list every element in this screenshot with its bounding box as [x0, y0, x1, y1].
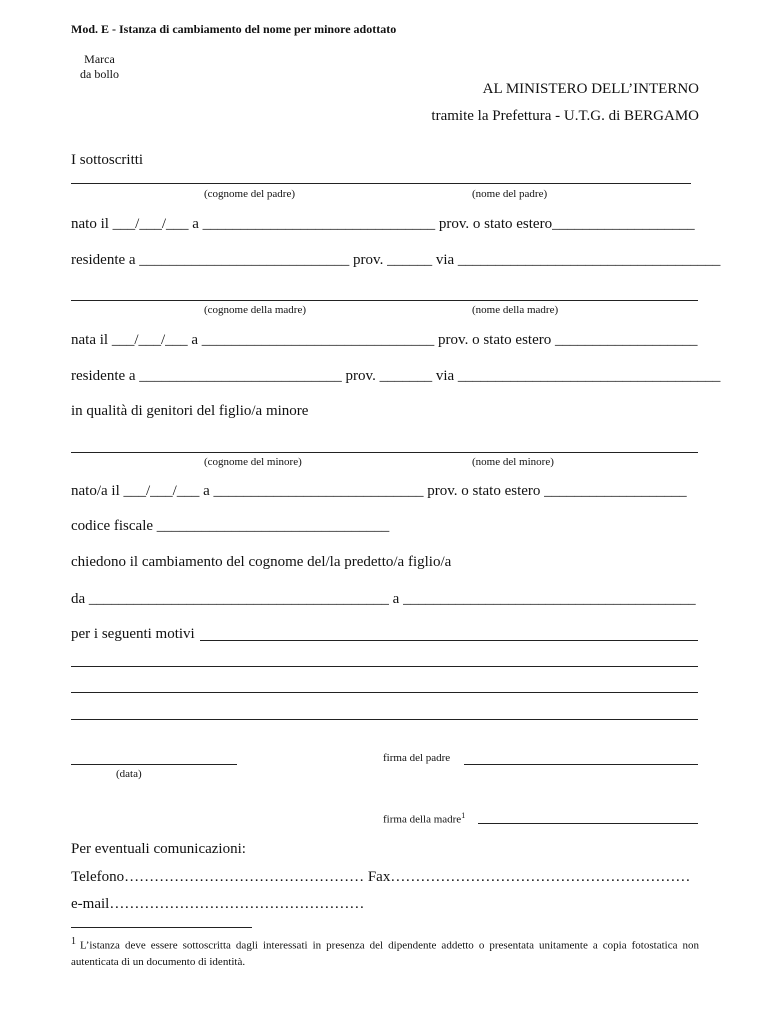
addressee-prefecture: tramite la Prefettura - U.T.G. di BERGAMO [431, 108, 699, 124]
footnote-text: L’istanza deve essere sottoscritta dagli interessati in presenza del dipendente addetto o presentata unitamente a copia fotostatica non autenticata di un documento di identità. [71, 939, 699, 968]
stamp-line-1: Marca [84, 52, 115, 66]
caption-minor-surname: (cognome del minore) [204, 456, 302, 468]
parents-capacity-text: in qualità di genitori del figlio/a minore [71, 403, 309, 419]
contacts-heading: Per eventuali comunicazioni: [71, 841, 246, 857]
reasons-line-1[interactable] [200, 640, 698, 641]
caption-father-name: (nome del padre) [472, 188, 548, 200]
caption-mother-name: (nome della madre) [472, 304, 559, 316]
father-birth-field[interactable]: nato il ___/___/___ a _______________________________ prov. o stato estero___________________ [71, 216, 695, 232]
father-signature-label: firma del padre [383, 752, 451, 764]
mother-signature-label: firma della madre [383, 813, 462, 826]
date-caption: (data) [116, 768, 142, 780]
reasons-label: per i seguenti motivi [71, 626, 195, 642]
reasons-line-4[interactable] [71, 719, 698, 720]
addressee-ministry: AL MINISTERO DELL’INTERNO [482, 81, 699, 97]
footnote-ref: 1 [461, 811, 466, 820]
reasons-line-2[interactable] [71, 666, 698, 667]
intro-text: I sottoscritti [71, 152, 144, 168]
caption-mother-surname: (cognome della madre) [204, 304, 307, 316]
date-line[interactable] [71, 764, 237, 765]
father-name-line[interactable] [71, 183, 691, 184]
caption-minor-name: (nome del minore) [472, 456, 554, 468]
footnote-number: 1 [71, 936, 76, 947]
email-field[interactable]: e-mail…………………………………………… [71, 896, 365, 912]
mother-signature-label-wrap [383, 811, 465, 826]
father-signature-line[interactable] [464, 764, 698, 765]
revenue-stamp-placeholder [80, 52, 119, 82]
surname-from-to-field[interactable]: da ________________________________________ a _______________________________________ [71, 591, 696, 607]
mother-birth-field[interactable]: nata il ___/___/___ a _______________________________ prov. o stato estero ___________________ [71, 332, 698, 348]
footnote [71, 934, 699, 970]
request-text: chiedono il cambiamento del cognome del/la predetto/a figlio/a [71, 554, 452, 570]
minor-name-line[interactable] [71, 452, 698, 453]
mother-residence-field[interactable]: residente a ___________________________ prov. _______ via ___________________________________ [71, 368, 721, 384]
tax-code-field[interactable]: codice fiscale _______________________________ [71, 518, 390, 534]
footnote-separator [71, 927, 252, 928]
mother-signature-line[interactable] [478, 823, 698, 824]
minor-birth-field[interactable]: nato/a il ___/___/___ a ____________________________ prov. o stato estero ___________________ [71, 483, 687, 499]
stamp-line-2: da bollo [80, 67, 119, 81]
father-residence-field[interactable]: residente a ____________________________ prov. ______ via ___________________________________ [71, 252, 721, 268]
reasons-line-3[interactable] [71, 692, 698, 693]
caption-father-surname: (cognome del padre) [204, 188, 296, 200]
phone-fax-field[interactable]: Telefono………………………………………… Fax…………………………………………………… [71, 869, 691, 885]
mother-name-line[interactable] [71, 300, 698, 301]
document-title: Mod. E - Istanza di cambiamento del nome per minore adottato [71, 22, 397, 36]
